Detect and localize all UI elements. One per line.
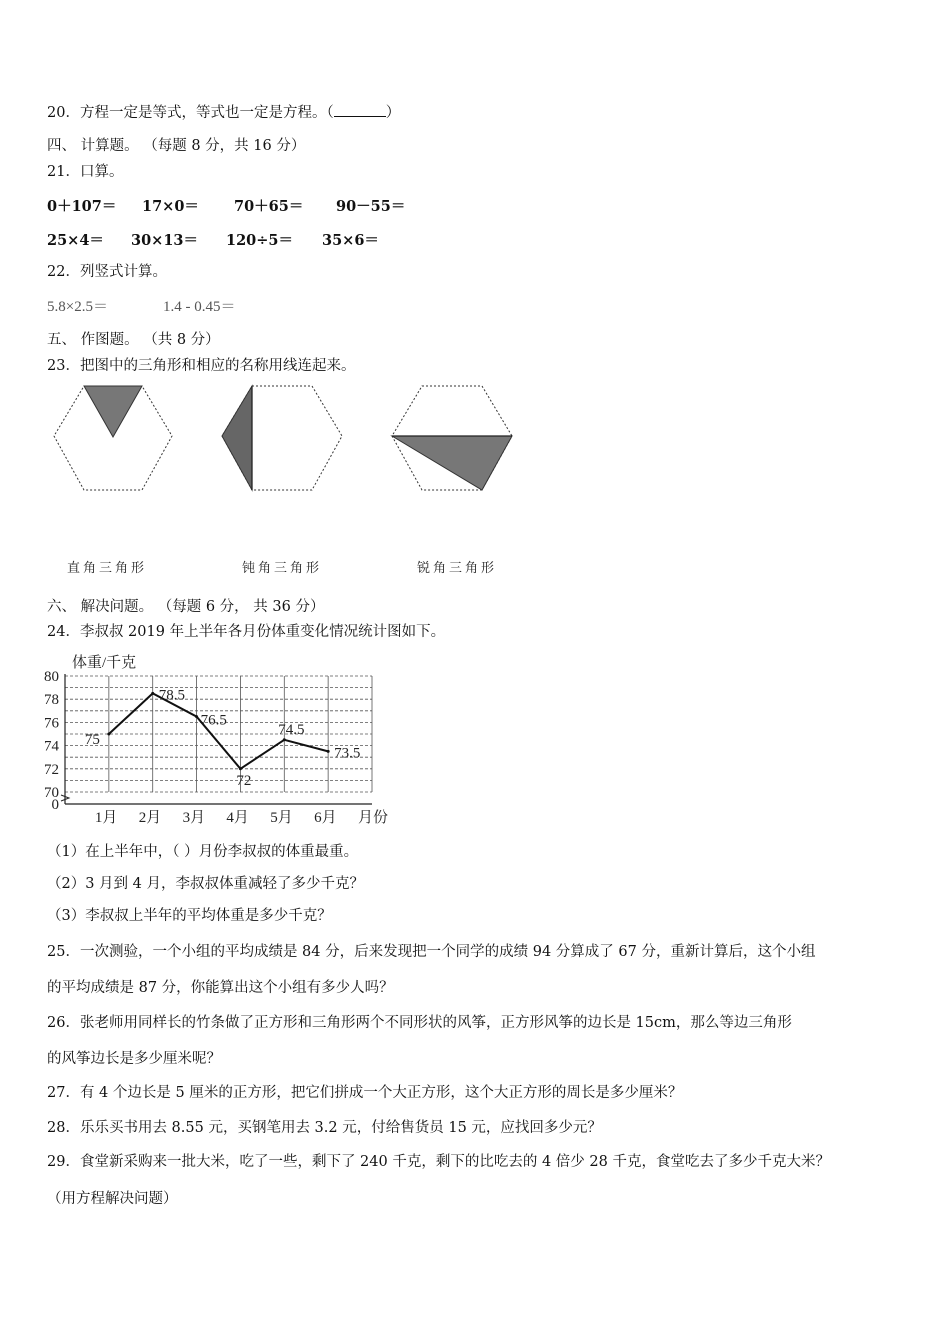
data-point xyxy=(107,733,110,736)
obtuse-triangle-shaded[interactable] xyxy=(222,386,252,490)
label-acute-triangle[interactable]: 锐角三角形 xyxy=(417,561,498,576)
question-24-sub1: （1）在上半年中，（ ）月份李叔叔的体重最重。 xyxy=(47,844,359,860)
x-tick-label: 6月 xyxy=(314,810,337,826)
x-tick-label: 4月 xyxy=(226,810,249,826)
y-tick-label: 78 xyxy=(44,692,59,709)
question-24-title: 24．李叔叔 2019 年上半年各月份体重变化情况统计图如下。 xyxy=(47,624,446,640)
question-29-line1: 29．食堂新采购来一批大米，吃了一些，剩下了 240 千克，剩下的比吃去的 4 倍少 28 千克，食堂吃去了多少千克大米？ xyxy=(47,1154,830,1170)
y-tick-label: 76 xyxy=(44,715,59,732)
data-label: 73.5 xyxy=(334,745,361,762)
oral-calc-item: 17×0＝ xyxy=(142,198,199,215)
question-20 xyxy=(47,102,400,123)
q20-close: ） xyxy=(385,105,401,121)
x-axis-label: 月份 xyxy=(358,810,389,826)
question-28: 28．乐乐买书用去 8.55 元，买钢笔用去 3.2 元，付给售货员 15 元，应找回多少元？ xyxy=(47,1120,602,1136)
section-5-title: 五、 作图题。 （共 8 分） xyxy=(47,332,220,348)
hexagon-3 xyxy=(392,386,512,490)
x-tick-label: 2月 xyxy=(138,810,162,826)
oral-calc-item: 120÷5＝ xyxy=(226,232,294,249)
label-obtuse-triangle[interactable]: 钝角三角形 xyxy=(242,561,323,576)
question-25-line2: 的平均成绩是 87 分，你能算出这个小组有多少人吗？ xyxy=(47,980,394,996)
data-label: 74.5 xyxy=(278,721,305,738)
oral-calc-item: 0＋107＝ xyxy=(47,198,117,215)
data-label: 78.5 xyxy=(158,687,185,704)
data-point xyxy=(195,715,198,718)
question-24-sub3: （3）李叔叔上半年的平均体重是多少千克？ xyxy=(47,908,332,924)
weight-line-chart xyxy=(40,648,420,830)
y-tick-label: 80 xyxy=(44,669,59,685)
hexagon-1 xyxy=(54,386,172,490)
question-23-title: 23．把图中的三角形和相应的名称用线连起来。 xyxy=(47,358,356,374)
x-tick-label: 3月 xyxy=(182,810,206,826)
y-tick-label: 70 xyxy=(44,785,59,801)
y-tick-label: 0 xyxy=(51,797,59,813)
question-27: 27．有 4 个边长是 5 厘米的正方形，把它们拼成一个大正方形，这个大正方形的周长是多少厘米？ xyxy=(47,1085,683,1101)
answer-blank[interactable] xyxy=(334,102,386,117)
data-point xyxy=(327,750,330,753)
data-label: 72 xyxy=(236,772,252,789)
x-tick-label: 1月 xyxy=(94,810,118,826)
data-point xyxy=(283,738,286,741)
acute-triangle-shaded[interactable] xyxy=(392,436,512,490)
y-tick-label: 72 xyxy=(44,761,59,778)
data-label: 76.5 xyxy=(200,712,227,729)
question-25-line1: 25．一次测验，一个小组的平均成绩是 84 分，后来发现把一个同学的成绩 94 分算成了 67 分，重新计算后，这个小组 xyxy=(47,944,816,960)
section-4-title: 四、 计算题。 （每题 8 分，共 16 分） xyxy=(47,138,306,154)
question-26-line1: 26．张老师用同样长的竹条做了正方形和三角形两个不同形状的风筝，正方形风筝的边长是 15cm，那么等边三角形 xyxy=(47,1015,792,1031)
hexagon-figures xyxy=(0,380,950,505)
q20-text: 20．方程一定是等式，等式也一定是方程。（ xyxy=(47,105,334,121)
vertical-calc-expr: 1.4 - 0.45＝ xyxy=(163,299,236,315)
oral-calc-item: 25×4＝ xyxy=(47,232,104,249)
section-6-title: 六、 解决问题。 （每题 6 分， 共 36 分） xyxy=(47,599,325,615)
question-29-line2: （用方程解决问题） xyxy=(47,1191,178,1207)
vertical-calc-expr: 5.8×2.5＝ xyxy=(47,299,108,315)
question-24-sub2: （2）3 月到 4 月，李叔叔体重减轻了多少千克？ xyxy=(47,876,365,892)
oral-calc-item: 70＋65＝ xyxy=(234,198,304,215)
hexagon-2 xyxy=(222,386,342,490)
right-triangle-shaded[interactable] xyxy=(84,386,142,437)
chart-ylabel: 体重/千克 xyxy=(72,655,137,671)
data-point xyxy=(151,692,154,695)
question-21-title: 21．口算。 xyxy=(47,164,124,180)
question-26-line2: 的风筝边长是多少厘米呢？ xyxy=(47,1051,221,1067)
oral-calc-item: 90－55＝ xyxy=(336,198,406,215)
oral-calc-item: 35×6＝ xyxy=(322,232,379,249)
label-right-triangle[interactable]: 直角三角形 xyxy=(67,561,148,576)
chart-grid xyxy=(65,676,372,792)
data-label: 75 xyxy=(84,732,100,748)
question-22-title: 22．列竖式计算。 xyxy=(47,264,167,280)
y-tick-label: 74 xyxy=(44,738,59,755)
x-tick-label: 5月 xyxy=(270,810,293,826)
data-point xyxy=(239,767,242,770)
oral-calc-item: 30×13＝ xyxy=(131,232,199,249)
